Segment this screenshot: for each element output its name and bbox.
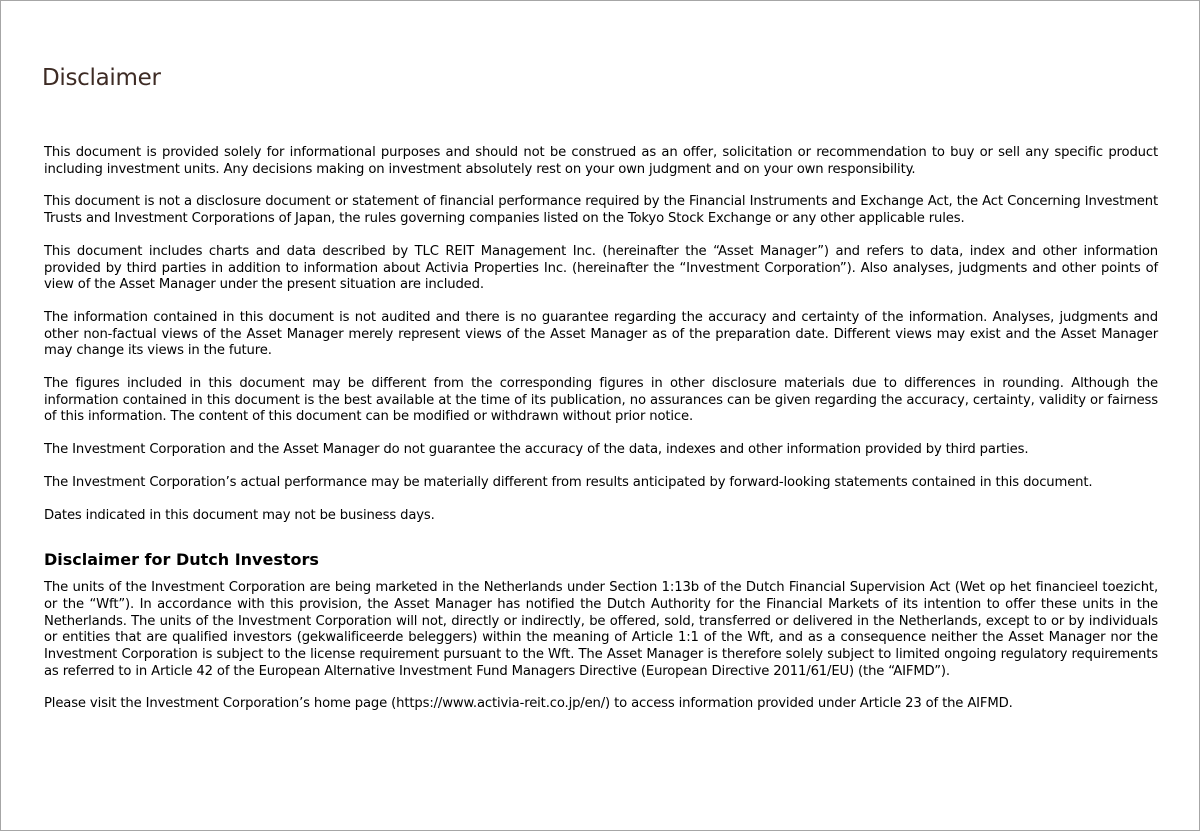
disclaimer-paragraph: This document includes charts and data described by TLC REIT Management Inc. (hereinafter the “Asset Manager”) and refers to data, index and other information provided by third parties in addition to information about Activia Properties Inc. (hereinafter the “Investment Corporation”). Also analyses, judgments and other points of view of the Asset Manager under the present situation are included. [44,243,1158,293]
disclaimer-body [44,145,1158,729]
dutch-investors-heading: Disclaimer for Dutch Investors [44,550,319,570]
dutch-disclaimer-paragraph: Please visit the Investment Corporation’s home page (https://www.activia-reit.co.jp/en/) to access information provided under Article 23 of the AIFMD. [44,696,1013,712]
disclaimer-paragraph: This document is provided solely for informational purposes and should not be construed as an offer, solicitation or recommendation to buy or sell any specific product including investment units. Any decisions making on investment absolutely rest on your own judgment and on your own responsibility. [44,145,1158,177]
disclaimer-paragraph: The information contained in this document is not audited and there is no guarantee regarding the accuracy and certainty of the information. Analyses, judgments and other non-factual views of the Asset Manager merely represent views of the Asset Manager as of the preparation date. Different views may exist and the Asset Manager may change its views in the future. [44,309,1158,359]
disclaimer-paragraph: The Investment Corporation’s actual performance may be materially different from results anticipated by forward-looking statements contained in this document. [44,474,1093,490]
disclaimer-paragraph: This document is not a disclosure document or statement of financial performance required by the Financial Instruments and Exchange Act, the Act Concerning Investment Trusts and Investment Corporations of Japan, the rules governing companies listed on the Tokyo Stock Exchange or any other applicable rules. [44,194,1158,227]
dutch-disclaimer-paragraph: The units of the Investment Corporation are being marketed in the Netherlands under Section 1:13b of the Dutch Financial Supervision Act (Wet op het financieel toezicht, or the “Wft”). In accordance with this provision, the Asset Manager has notified the Dutch Authority for the Financial Markets of its intention to offer these units in the Netherlands. The units of the Investment Corporation will not, directly or indirectly, be offered, sold, transferred or delivered in the Netherlands, except to or by individuals or entities that are qualified investors (gekwalificeerde beleggers) within the meaning of Article 1:1 of the Wft, and as a consequence neither the Asset Manager nor the Investment Corporation is subject to the license requirement pursuant to the Wft. The Asset Manager is therefore solely subject to limited ongoing regulatory requirements as referred to in Article 42 of the European Alternative Investment Fund Managers Directive (European Directive 2011/61/EU) (the “AIFMD”). [44,580,1158,679]
disclaimer-paragraph: The Investment Corporation and the Asset Manager do not guarantee the accuracy of the data, indexes and other information provided by third parties. [44,442,1029,458]
page-title: Disclaimer [42,65,161,91]
disclaimer-paragraph: The figures included in this document may be different from the corresponding figures in other disclosure materials due to differences in rounding. Although the information contained in this document is the best available at the time of its publication, no assurances can be given regarding the accuracy, certainty, validity or fairness of this information. The content of this document can be modified or withdrawn without prior notice. [44,376,1158,425]
disclaimer-paragraph: Dates indicated in this document may not be business days. [44,507,435,523]
